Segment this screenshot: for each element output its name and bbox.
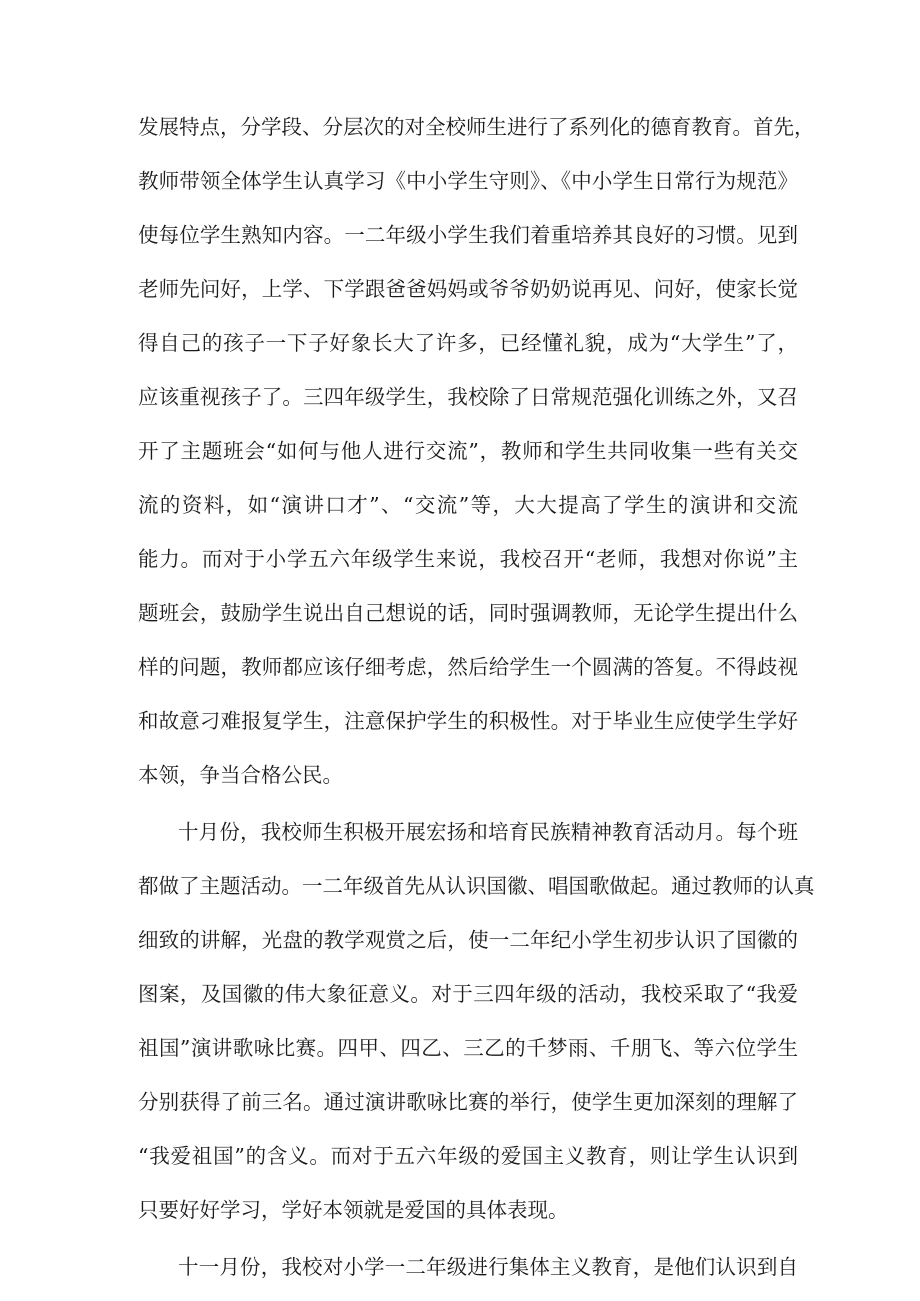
paragraph-1-line-5: 得自己的孩子一下子好象长大了许多，已经懂礼貌，成为“大学生”了， (138, 331, 798, 355)
paragraph-2-line-8: 只要好好学习，学好本领就是爱国的具体表现。 (138, 1198, 569, 1222)
paragraph-1-line-11: 样的问题，教师都应该仔细考虑，然后给学生一个圆满的答复。不得歧视 (138, 655, 798, 679)
paragraph-2-line-5: 祖国”演讲歌咏比赛。四甲、四乙、三乙的千梦雨、千朋飞、等六位学生 (138, 1036, 798, 1060)
paragraph-1-line-6: 应该重视孩子了。三四年级学生，我校除了日常规范强化训练之外，又召 (138, 385, 798, 409)
paragraph-2-line-7: “我爱祖国”的含义。而对于五六年级的爱国主义教育，则让学生认识到 (138, 1144, 798, 1168)
paragraph-2-line-2: 都做了主题活动。一二年级首先从认识国徽、唱国歌做起。通过教师的认真 (138, 874, 815, 898)
paragraph-1-line-3: 使每位学生熟知内容。一二年级小学生我们着重培养其良好的习惯。见到 (138, 223, 798, 247)
paragraph-2-line-6: 分别获得了前三名。通过演讲歌咏比赛的举行，使学生更加深刻的理解了 (138, 1090, 798, 1114)
paragraph-1-line-7: 开了主题班会“如何与他人进行交流”，教师和学生共同收集一些有关交 (138, 439, 798, 463)
paragraph-1-line-10: 题班会，鼓励学生说出自己想说的话，同时强调教师，无论学生提出什么 (138, 601, 798, 625)
paragraph-1-line-1: 发展特点，分学段、分层次的对全校师生进行了系列化的德育教育。首先， (138, 115, 815, 139)
paragraph-1-line-13: 本领，争当合格公民。 (138, 763, 343, 787)
paragraph-2-line-3: 细致的讲解，光盘的教学观赏之后，使一二年纪小学生初步认识了国徽的 (138, 928, 798, 952)
paragraph-1-line-4: 老师先问好，上学、下学跟爸爸妈妈或爷爷奶奶说再见、问好，使家长觉 (138, 277, 798, 301)
paragraph-1-line-9: 能力。而对于小学五六年级学生来说，我校召开“老师，我想对你说”主 (138, 547, 798, 571)
paragraph-1-line-2: 教师带领全体学生认真学习《中小学生守则》、《中小学生日常行为规范》 (138, 169, 798, 193)
paragraph-3-line-1: 十一月份，我校对小学一二年级进行集体主义教育，是他们认识到自 (178, 1255, 798, 1279)
paragraph-1-line-12: 和故意刁难报复学生，注意保护学生的积极性。对于毕业生应使学生学好 (138, 709, 798, 733)
paragraph-2-line-4: 图案，及国徽的伟大象征意义。对于三四年级的活动，我校采取了“我爱 (138, 982, 798, 1006)
paragraph-1-line-8: 流的资料，如“演讲口才”、“交流”等，大大提高了学生的演讲和交流 (138, 493, 798, 517)
paragraph-2-line-1: 十月份，我校师生积极开展宏扬和培育民族精神教育活动月。每个班 (178, 820, 798, 844)
